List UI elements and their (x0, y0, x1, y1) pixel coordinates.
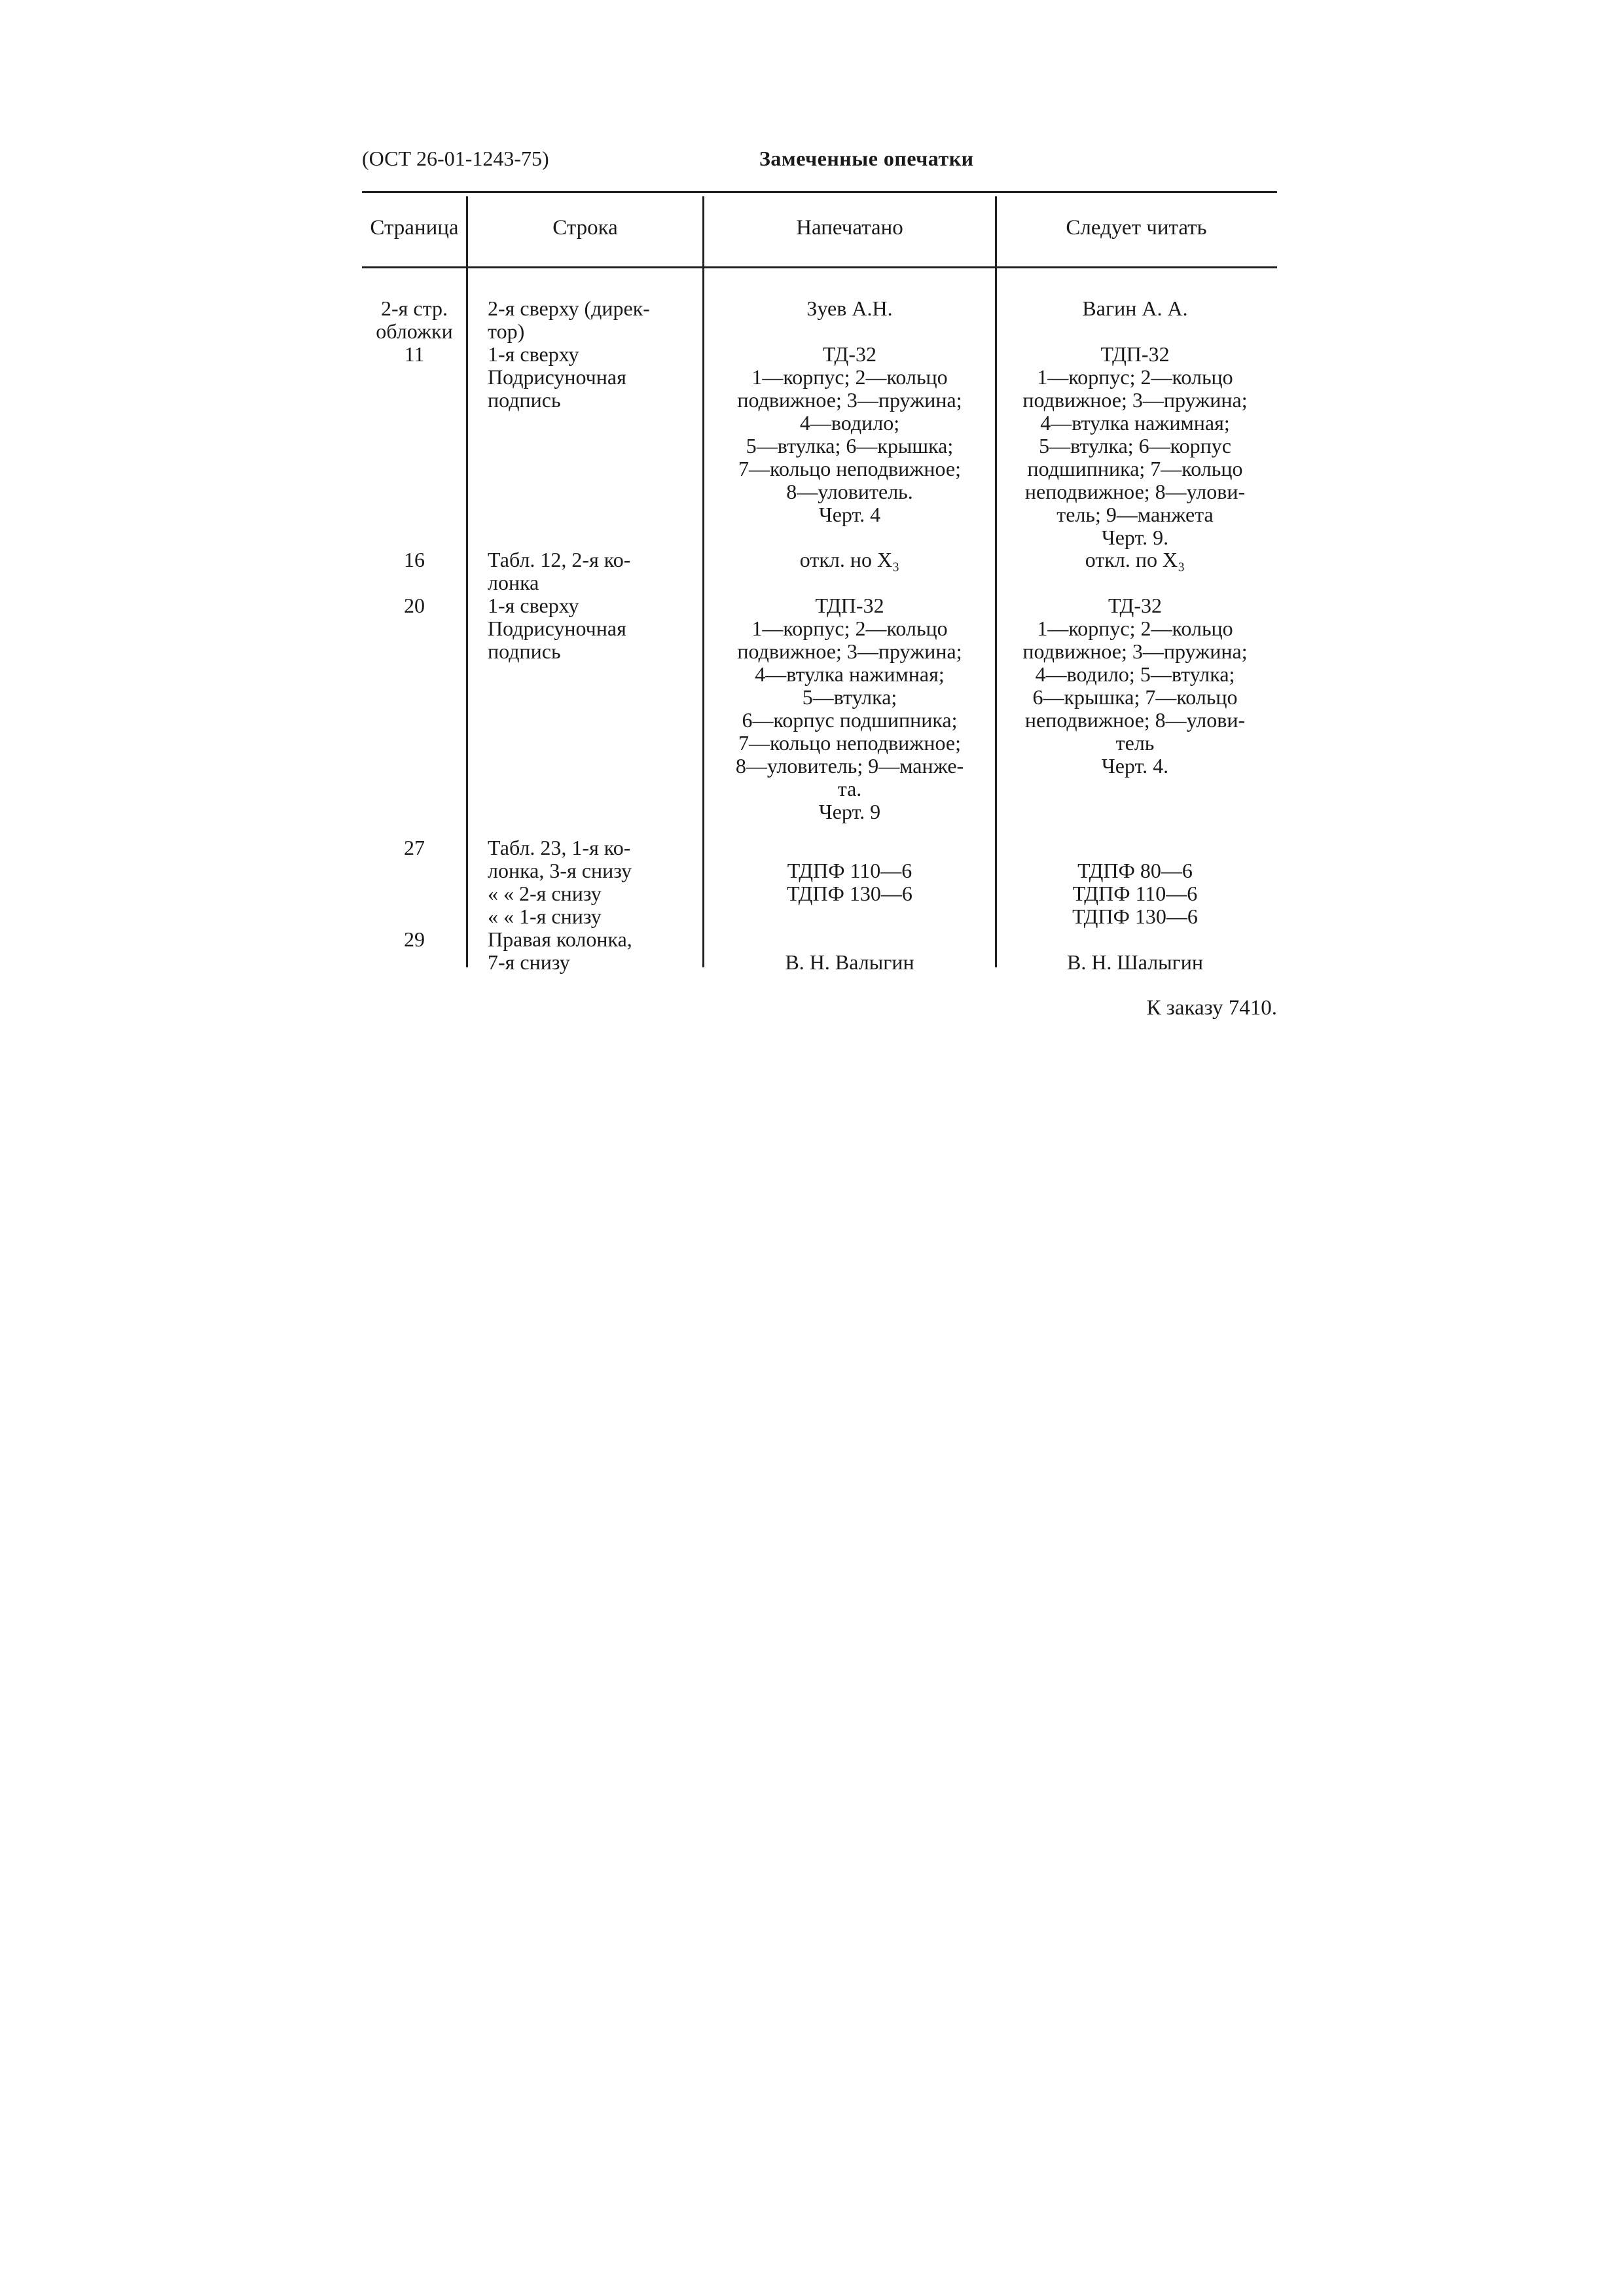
cell-text-line: подпись (488, 639, 561, 663)
cell-text-line: 8—уловитель. (786, 480, 913, 503)
cell-text-line: Табл. 12, 2-я ко- (488, 548, 631, 571)
cell-text-line: 4—водило; (799, 411, 900, 435)
column-header-page: Страница (370, 216, 459, 240)
cell-printed (705, 951, 994, 974)
cell-text-line: Табл. 23, 1-я ко- (488, 836, 631, 859)
cell-text-line: В. Н. Валыгин (785, 950, 914, 974)
cell-text-line: откл. по X₃ (1085, 548, 1185, 571)
cell-text-line: тель; 9—манжета (1056, 503, 1214, 526)
order-note: К заказу 7410. (1146, 996, 1277, 1020)
cell-should-read (998, 548, 1272, 571)
cell-text-line: 5—втулка; 6—крышка; (746, 434, 954, 457)
cell-text-line: 8—уловитель; 9—манже- (735, 754, 964, 778)
cell-text-line: 5—втулка; (802, 685, 897, 709)
cell-text-line: подпись (488, 388, 561, 412)
cell-should-read (998, 859, 1272, 928)
cell-printed (705, 859, 994, 905)
cell-text-line: ТДПФ 110—6 (1072, 882, 1198, 905)
cell-line (488, 594, 704, 663)
cell-text-line: подвижное; 3—пружина; (737, 388, 962, 412)
cell-text-line: Правая колонка, (488, 927, 632, 951)
cell-text-line: 1-я сверху (488, 342, 579, 366)
cell-line (488, 297, 704, 343)
cell-text-line: неподвижное; 8—улови- (1024, 480, 1246, 503)
cell-text-line: Подрисуночная (488, 365, 626, 389)
cell-text-line: подшипника; 7—кольцо (1027, 457, 1243, 480)
cell-page (362, 343, 467, 366)
cell-line (488, 928, 704, 974)
cell-text-line: Черт. 4. (1101, 754, 1169, 778)
cell-text-line: ТД-32 (1108, 594, 1162, 617)
cell-text-line: подвижное; 3—пружина; (1022, 388, 1248, 412)
cell-text-line: откл. но X₃ (799, 548, 900, 571)
cell-text-line: тель (1115, 731, 1155, 755)
cell-line (488, 343, 704, 412)
cell-text-line: Черт. 9 (818, 800, 881, 823)
cell-text-line: Подрисуночная (488, 617, 626, 640)
cell-text-line: лонка, 3-я снизу (488, 859, 632, 882)
cell-text-line: 11 (404, 342, 425, 366)
cell-printed (705, 548, 994, 571)
cell-text-line: 1-я сверху (488, 594, 579, 617)
cell-page (362, 928, 467, 951)
column-header-printed: Напечатано (796, 216, 903, 240)
cell-text-line: та. (837, 777, 862, 800)
cell-text-line: обложки (376, 319, 453, 343)
cell-text-line: лонка (488, 571, 539, 594)
document-code: (ОСТ 26-01-1243-75) (362, 147, 549, 170)
cell-text-line: 1—корпус; 2—кольцо (751, 617, 948, 640)
column-header-line: Строка (552, 216, 618, 240)
cell-text-line: 5—втулка; 6—корпус (1039, 434, 1231, 457)
cell-text-line: 1—корпус; 2—кольцо (751, 365, 948, 389)
cell-text-line: 1—корпус; 2—кольцо (1037, 617, 1233, 640)
cell-text-line: подвижное; 3—пружина; (737, 639, 962, 663)
cell-text-line: подвижное; 3—пружина; (1022, 639, 1248, 663)
cell-text-line: 29 (404, 927, 425, 951)
cell-text-line: 6—корпус подшипника; (742, 708, 958, 732)
cell-text-line: ТДПФ 130—6 (787, 882, 912, 905)
cell-page (362, 297, 467, 343)
cell-text-line: « « 2-я снизу (488, 882, 602, 905)
cell-text-line: 4—втулка нажимная; (1040, 411, 1230, 435)
cell-printed (705, 594, 994, 823)
cell-should-read (998, 343, 1272, 549)
cell-text-line: ТДПФ 80—6 (1077, 859, 1193, 882)
table-header-rule (362, 266, 1277, 268)
cell-text-line: ТДП-32 (1100, 342, 1170, 366)
cell-text-line: 7—кольцо неподвижное; (738, 731, 961, 755)
cell-text-line: 2-я стр. (381, 296, 448, 320)
cell-text-line: 7—кольцо неподвижное; (738, 457, 961, 480)
column-header-should-read: Следует читать (1066, 216, 1207, 240)
cell-text-line: 2-я сверху (дирек- (488, 296, 650, 320)
cell-page (362, 836, 467, 859)
cell-page (362, 594, 467, 617)
cell-text-line: ТДПФ 110—6 (787, 859, 912, 882)
cell-text-line: ТДПФ 130—6 (1072, 905, 1198, 928)
cell-text-line: неподвижное; 8—улови- (1024, 708, 1246, 732)
cell-text-line: Зуев А.Н. (806, 296, 893, 320)
table-top-rule (362, 191, 1277, 193)
column-divider (995, 196, 997, 967)
cell-text-line: Черт. 4 (818, 503, 881, 526)
cell-text-line: В. Н. Шалыгин (1066, 950, 1204, 974)
cell-text-line: 16 (404, 548, 425, 571)
cell-text-line: 1—корпус; 2—кольцо (1037, 365, 1233, 389)
cell-line (488, 836, 704, 928)
cell-should-read (998, 594, 1272, 778)
cell-line (488, 548, 704, 594)
cell-text-line: 27 (404, 836, 425, 859)
cell-text-line: ТДП-32 (815, 594, 884, 617)
cell-printed (705, 343, 994, 526)
cell-text-line: 4—втулка нажимная; (755, 662, 945, 686)
cell-text-line: Вагин А. А. (1082, 296, 1188, 320)
cell-page (362, 548, 467, 571)
cell-text-line: 20 (404, 594, 425, 617)
cell-text-line: ТД-32 (822, 342, 876, 366)
cell-printed (705, 297, 994, 320)
cell-should-read (998, 951, 1272, 974)
cell-text-line: тор) (488, 319, 525, 343)
page-title: Замеченные опечатки (759, 147, 974, 170)
cell-text-line: 7-я снизу (488, 950, 570, 974)
cell-text-line: « « 1-я снизу (488, 905, 602, 928)
cell-text-line: Черт. 9. (1101, 526, 1169, 549)
cell-text-line: 4—водило; 5—втулка; (1035, 662, 1235, 686)
cell-text-line: 6—крышка; 7—кольцо (1032, 685, 1238, 709)
cell-should-read (998, 297, 1272, 320)
